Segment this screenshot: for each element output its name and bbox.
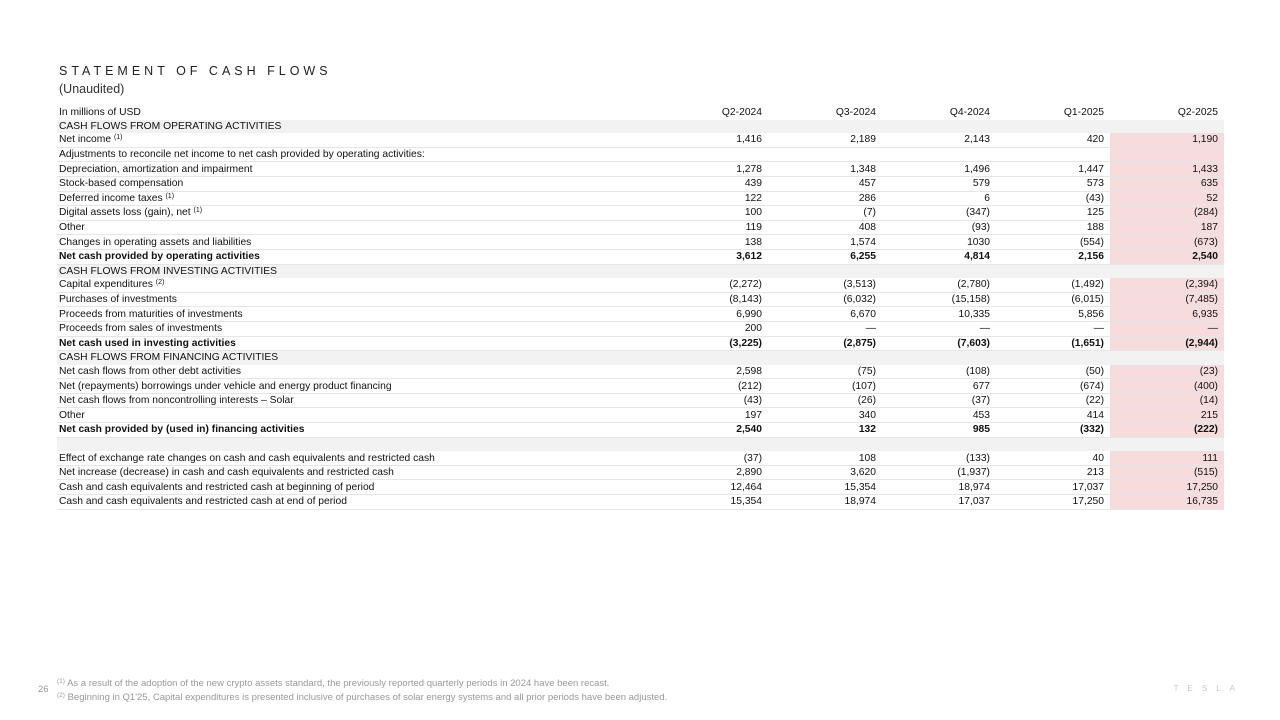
cell-value: (22) xyxy=(996,393,1110,408)
cell-value: 1,496 xyxy=(882,162,996,177)
table-row xyxy=(57,480,1224,495)
section-header-row xyxy=(57,120,1224,134)
cell-value: 100 xyxy=(657,206,768,221)
cell-value xyxy=(882,437,996,451)
cell-value: 6,670 xyxy=(768,307,882,322)
cell-value: (7) xyxy=(768,206,882,221)
page-subtitle: (Unaudited) xyxy=(59,82,125,96)
cell-value xyxy=(657,437,768,451)
cell-value: 985 xyxy=(882,423,996,438)
table-header-row xyxy=(57,106,1224,120)
cell-value: (1,492) xyxy=(996,278,1110,292)
footnote-marker: (1) xyxy=(113,134,123,142)
row-label xyxy=(57,495,657,510)
cell-value xyxy=(657,120,768,134)
table-row xyxy=(57,321,1224,336)
row-label xyxy=(57,191,657,206)
row-label-text: Proceeds from maturities of investments xyxy=(59,308,243,320)
column-header: Q1-2025 xyxy=(1063,107,1104,119)
cell-value: 119 xyxy=(657,220,768,235)
table-row xyxy=(57,292,1224,307)
page-number: 26 xyxy=(38,684,49,695)
cell-value xyxy=(996,437,1110,451)
table-row xyxy=(57,133,1224,147)
cell-value xyxy=(1110,437,1224,451)
cell-value: 1,574 xyxy=(768,235,882,250)
cell-value: 12,464 xyxy=(657,480,768,495)
cell-value: 125 xyxy=(996,206,1110,221)
cell-value: 2,540 xyxy=(1110,249,1224,264)
cell-value: 573 xyxy=(996,176,1110,191)
cell-value: 635 xyxy=(1110,176,1224,191)
cell-value xyxy=(882,351,996,365)
cell-value: (8,143) xyxy=(657,292,768,307)
row-label xyxy=(57,133,657,147)
row-label xyxy=(57,480,657,495)
row-label-text: Net income xyxy=(59,134,112,146)
row-label xyxy=(57,264,657,278)
row-label-text: Net cash provided by (used in) financing activities xyxy=(59,424,305,436)
cell-value: (2,875) xyxy=(768,336,882,351)
row-label-text: Net cash used in investing activities xyxy=(59,337,236,349)
table-row xyxy=(57,220,1224,235)
row-label-text: Stock-based compensation xyxy=(59,178,184,190)
cell-value xyxy=(996,351,1110,365)
cell-value xyxy=(996,147,1110,162)
cell-value: — xyxy=(882,321,996,336)
row-label-text: Digital assets loss (gain), net xyxy=(59,207,191,219)
cell-value: (2,394) xyxy=(1110,278,1224,292)
cell-value: 111 xyxy=(1110,451,1224,465)
cell-value: 1,416 xyxy=(657,133,768,147)
footnote-text: As a result of the adoption of the new crypto assets standard, the previously reported quarterly periods in 2024 have been recast. xyxy=(67,678,610,689)
table-row xyxy=(57,176,1224,191)
table-row xyxy=(57,423,1224,438)
cell-value: 4,814 xyxy=(882,249,996,264)
cell-value: 2,156 xyxy=(996,249,1110,264)
row-label-text: Other xyxy=(59,409,85,421)
row-label xyxy=(57,220,657,235)
column-header: Q4-2024 xyxy=(949,107,990,119)
column-header: Q2-2024 xyxy=(721,107,762,119)
cell-value: (75) xyxy=(768,365,882,379)
cell-value xyxy=(768,147,882,162)
table-row xyxy=(57,162,1224,177)
cell-value: 408 xyxy=(768,220,882,235)
cell-value: 1,348 xyxy=(768,162,882,177)
cell-value: 215 xyxy=(1110,408,1224,423)
row-label xyxy=(57,423,657,438)
cell-value: (14) xyxy=(1110,393,1224,408)
cell-value: 40 xyxy=(996,451,1110,465)
cell-value: 579 xyxy=(882,176,996,191)
cell-value: (15,158) xyxy=(882,292,996,307)
cell-value: 200 xyxy=(657,321,768,336)
row-label xyxy=(57,235,657,250)
cell-value: 17,250 xyxy=(996,495,1110,510)
footnote-text: Beginning in Q1'25, Capital expenditures is presented inclusive of purchases of solar energy systems and all prior periods have been adjusted. xyxy=(67,692,668,703)
table-row xyxy=(57,408,1224,423)
row-label-text: Net cash flows from other debt activities xyxy=(59,365,241,377)
tesla-logo: TESLA xyxy=(1173,684,1244,693)
table-row xyxy=(57,249,1224,264)
footnote-marker: (1) xyxy=(165,192,175,200)
cell-value: (23) xyxy=(1110,365,1224,379)
footnote xyxy=(57,677,667,691)
cell-value: 6,255 xyxy=(768,249,882,264)
cell-value xyxy=(882,147,996,162)
footnote-marker: (1) xyxy=(193,207,203,215)
row-label-text: Depreciation, amortization and impairment xyxy=(59,163,253,175)
cell-value xyxy=(1110,351,1224,365)
cell-value: 1,433 xyxy=(1110,162,1224,177)
row-label xyxy=(57,147,657,162)
cell-value: (93) xyxy=(882,220,996,235)
cell-value: (133) xyxy=(882,451,996,465)
cell-value xyxy=(996,120,1110,134)
table-row xyxy=(57,206,1224,221)
section-header-row xyxy=(57,264,1224,278)
cell-value: 122 xyxy=(657,191,768,206)
row-label xyxy=(57,351,657,365)
row-label-text: CASH FLOWS FROM FINANCING ACTIVITIES xyxy=(59,352,279,364)
row-label-text: Cash and cash equivalents and restricted cash at beginning of period xyxy=(59,481,375,493)
cell-value: — xyxy=(1110,321,1224,336)
cell-value: 3,620 xyxy=(768,465,882,480)
cell-value: 138 xyxy=(657,235,768,250)
row-label-text: Effect of exchange rate changes on cash and cash equivalents and restricted cash xyxy=(59,452,435,464)
cell-value xyxy=(1110,147,1224,162)
cell-value: 2,890 xyxy=(657,465,768,480)
column-header: Q2-2025 xyxy=(1177,107,1218,119)
cell-value: (1,651) xyxy=(996,336,1110,351)
table-row xyxy=(57,191,1224,206)
table-row xyxy=(57,465,1224,480)
row-label-text: Adjustments to reconcile net income to net cash provided by operating activities: xyxy=(59,149,425,161)
cell-value: (2,272) xyxy=(657,278,768,292)
row-label xyxy=(57,321,657,336)
row-label xyxy=(57,162,657,177)
row-label-text: Net cash provided by operating activities xyxy=(59,251,260,263)
cell-value: (7,485) xyxy=(1110,292,1224,307)
cell-value: 420 xyxy=(996,133,1110,147)
cell-value: 439 xyxy=(657,176,768,191)
row-label xyxy=(57,365,657,379)
row-label xyxy=(57,206,657,221)
cell-value: 453 xyxy=(882,408,996,423)
row-label xyxy=(57,465,657,480)
row-label-text: CASH FLOWS FROM OPERATING ACTIVITIES xyxy=(59,120,282,132)
footnotes xyxy=(57,677,667,705)
cell-value: 17,250 xyxy=(1110,480,1224,495)
cell-value: 10,335 xyxy=(882,307,996,322)
cell-value: (332) xyxy=(996,423,1110,438)
row-label xyxy=(57,408,657,423)
cell-value: (37) xyxy=(882,393,996,408)
cell-value: (3,225) xyxy=(657,336,768,351)
table-row xyxy=(57,147,1224,162)
cell-value xyxy=(768,437,882,451)
footnote-marker: (2) xyxy=(155,279,165,287)
table-row xyxy=(57,379,1224,394)
cell-value: (2,944) xyxy=(1110,336,1224,351)
cell-value: 1030 xyxy=(882,235,996,250)
cell-value: (1,937) xyxy=(882,465,996,480)
cell-value: 3,612 xyxy=(657,249,768,264)
row-label xyxy=(57,451,657,465)
cell-value: 108 xyxy=(768,451,882,465)
section-header-row xyxy=(57,351,1224,365)
cell-value: 52 xyxy=(1110,191,1224,206)
cell-value: — xyxy=(768,321,882,336)
column-header: Q3-2024 xyxy=(835,107,876,119)
row-label xyxy=(57,278,657,292)
cell-value xyxy=(882,264,996,278)
cell-value: (3,513) xyxy=(768,278,882,292)
row-label-text: Net cash flows from noncontrolling interests – Solar xyxy=(59,395,294,407)
cell-value: 6,990 xyxy=(657,307,768,322)
cell-value: (284) xyxy=(1110,206,1224,221)
cell-value: (43) xyxy=(996,191,1110,206)
cell-value xyxy=(768,264,882,278)
table-row xyxy=(57,365,1224,379)
table-row xyxy=(57,451,1224,465)
table-row xyxy=(57,393,1224,408)
cell-value: 6 xyxy=(882,191,996,206)
cell-value xyxy=(657,351,768,365)
cell-value xyxy=(996,264,1110,278)
cell-value: (26) xyxy=(768,393,882,408)
footnote xyxy=(57,691,667,705)
cell-value xyxy=(657,264,768,278)
cell-value xyxy=(768,351,882,365)
row-label xyxy=(57,336,657,351)
row-label-text: Net (repayments) borrowings under vehicle and energy product financing xyxy=(59,380,392,392)
cell-value: (6,032) xyxy=(768,292,882,307)
cell-value: (674) xyxy=(996,379,1110,394)
cell-value: 16,735 xyxy=(1110,495,1224,510)
cell-value: 132 xyxy=(768,423,882,438)
cell-value xyxy=(657,147,768,162)
table-row xyxy=(57,336,1224,351)
row-label-text: Deferred income taxes xyxy=(59,192,163,204)
footnote-marker: (1) xyxy=(57,678,65,685)
cell-value: (222) xyxy=(1110,423,1224,438)
cell-value: (107) xyxy=(768,379,882,394)
cell-value: 1,190 xyxy=(1110,133,1224,147)
cell-value: 15,354 xyxy=(768,480,882,495)
row-label-text: Purchases of investments xyxy=(59,294,177,306)
cell-value xyxy=(1110,120,1224,134)
row-label-text: Proceeds from sales of investments xyxy=(59,323,223,335)
cell-value: 197 xyxy=(657,408,768,423)
cell-value: 677 xyxy=(882,379,996,394)
cell-value: (108) xyxy=(882,365,996,379)
row-label xyxy=(57,292,657,307)
cell-value: 286 xyxy=(768,191,882,206)
cell-value: (515) xyxy=(1110,465,1224,480)
row-label-text: CASH FLOWS FROM INVESTING ACTIVITIES xyxy=(59,265,277,277)
cell-value: 213 xyxy=(996,465,1110,480)
cell-value xyxy=(882,120,996,134)
cell-value: (2,780) xyxy=(882,278,996,292)
cell-value: — xyxy=(996,321,1110,336)
row-label xyxy=(57,176,657,191)
cell-value: (50) xyxy=(996,365,1110,379)
cell-value: 457 xyxy=(768,176,882,191)
units-label: In millions of USD xyxy=(59,107,141,119)
cell-value: 15,354 xyxy=(657,495,768,510)
cell-value: 2,143 xyxy=(882,133,996,147)
cell-value: 187 xyxy=(1110,220,1224,235)
row-label xyxy=(57,437,657,451)
page-title: STATEMENT OF CASH FLOWS xyxy=(59,64,332,78)
cell-value: 6,935 xyxy=(1110,307,1224,322)
cell-value: (212) xyxy=(657,379,768,394)
cell-value: (347) xyxy=(882,206,996,221)
row-label-text: Net increase (decrease) in cash and cash equivalents and restricted cash xyxy=(59,467,394,479)
row-label-text: Cash and cash equivalents and restricted cash at end of period xyxy=(59,496,347,508)
cell-value: 2,598 xyxy=(657,365,768,379)
cell-value: 2,540 xyxy=(657,423,768,438)
cell-value xyxy=(768,120,882,134)
cell-value: (37) xyxy=(657,451,768,465)
cell-value: 5,856 xyxy=(996,307,1110,322)
cell-value: 188 xyxy=(996,220,1110,235)
cell-value: (673) xyxy=(1110,235,1224,250)
cell-value: (554) xyxy=(996,235,1110,250)
cell-value: (400) xyxy=(1110,379,1224,394)
cell-value: 18,974 xyxy=(768,495,882,510)
row-label xyxy=(57,379,657,394)
row-label-text: Capital expenditures xyxy=(59,279,153,291)
cell-value: 1,278 xyxy=(657,162,768,177)
cell-value xyxy=(1110,264,1224,278)
row-label xyxy=(57,393,657,408)
table-row xyxy=(57,495,1224,510)
cell-value: (6,015) xyxy=(996,292,1110,307)
row-label xyxy=(57,120,657,134)
table-row xyxy=(57,307,1224,322)
cell-value: 18,974 xyxy=(882,480,996,495)
row-label xyxy=(57,249,657,264)
footnote-marker: (2) xyxy=(57,692,65,699)
cell-value: 1,447 xyxy=(996,162,1110,177)
cell-value: 414 xyxy=(996,408,1110,423)
cell-value: (43) xyxy=(657,393,768,408)
table-row xyxy=(57,437,1224,451)
cell-value: (7,603) xyxy=(882,336,996,351)
row-label-text: Other xyxy=(59,222,85,234)
cell-value: 2,189 xyxy=(768,133,882,147)
cell-value: 17,037 xyxy=(996,480,1110,495)
table-row xyxy=(57,278,1224,292)
cell-value: 340 xyxy=(768,408,882,423)
table-row xyxy=(57,235,1224,250)
row-label-text: Changes in operating assets and liabilities xyxy=(59,236,252,248)
row-label xyxy=(57,307,657,322)
cash-flow-table xyxy=(57,106,1224,510)
cell-value: 17,037 xyxy=(882,495,996,510)
